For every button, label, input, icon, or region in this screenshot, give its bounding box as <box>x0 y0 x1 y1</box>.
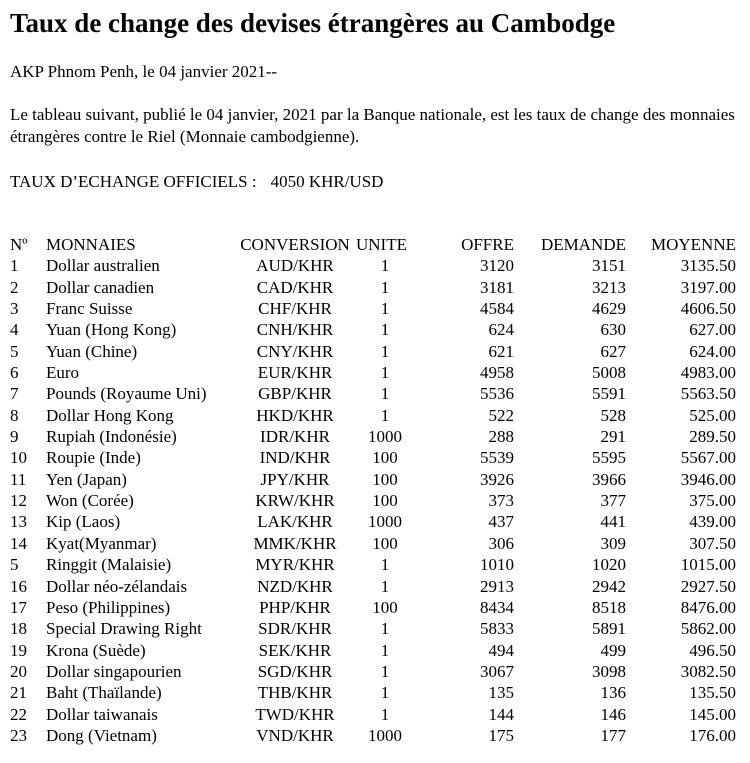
demand-rate: 5595 <box>592 448 626 468</box>
table-header-row <box>0 234 750 255</box>
unit-value: 100 <box>372 448 398 468</box>
row-no: 9 <box>10 427 19 447</box>
average-rate: 3082.50 <box>680 661 736 681</box>
offer-rate: 8434 <box>480 597 514 617</box>
demand-rate: 3966 <box>592 469 626 489</box>
demand-rate: 377 <box>600 491 626 511</box>
average-rate: 3946.00 <box>680 469 736 489</box>
unit-value: 1 <box>380 363 390 383</box>
offer-rate: 306 <box>488 533 514 553</box>
demand-rate: 3098 <box>592 661 626 681</box>
offer-rate: 135 <box>488 683 514 703</box>
row-no: 10 <box>10 448 27 468</box>
average-rate: 2927.50 <box>680 576 736 596</box>
unit-value: 1 <box>380 640 390 660</box>
table-row <box>0 533 750 554</box>
offer-rate: 5539 <box>480 448 514 468</box>
currency-name: Won (Corée) <box>46 491 134 511</box>
demand-rate: 499 <box>600 640 626 660</box>
conversion-code: SEK/KHR <box>258 640 332 660</box>
average-rate: 307.50 <box>689 533 736 553</box>
table-row <box>0 511 750 532</box>
row-no: 21 <box>10 683 27 703</box>
row-no: 20 <box>10 661 27 681</box>
demand-rate: 5591 <box>592 384 626 404</box>
demand-rate: 3151 <box>592 256 626 276</box>
table-row <box>0 426 750 447</box>
row-no: 3 <box>10 299 19 319</box>
row-no: 8 <box>10 405 19 425</box>
table-row <box>0 661 750 682</box>
row-no: 12 <box>10 491 27 511</box>
currency-name: Euro <box>46 363 80 383</box>
unit-value: 100 <box>372 533 398 553</box>
row-no: 14 <box>10 533 27 553</box>
unit-value: 1000 <box>368 725 402 745</box>
average-rate: 145.00 <box>689 704 736 724</box>
offer-rate: 2913 <box>480 576 514 596</box>
offer-rate: 144 <box>488 704 514 724</box>
unit-value: 1 <box>380 341 390 361</box>
demand-rate: 1020 <box>592 555 626 575</box>
offer-rate: 373 <box>488 491 514 511</box>
offer-rate: 494 <box>488 640 514 660</box>
table-row <box>0 597 750 618</box>
table-row <box>0 255 750 276</box>
row-no: 7 <box>10 384 19 404</box>
row-no: 19 <box>10 640 27 660</box>
header-unite: UNITE <box>356 235 407 254</box>
currency-name: Dollar Hong Kong <box>46 405 174 425</box>
offer-rate: 175 <box>488 725 514 745</box>
unit-value: 1 <box>380 704 390 724</box>
table-row <box>0 277 750 298</box>
unit-value: 1 <box>380 277 390 297</box>
unit-value: 1 <box>380 683 390 703</box>
demand-rate: 309 <box>600 533 626 553</box>
official-rate-value: 4050 KHR/USD <box>270 172 384 191</box>
conversion-code: CHF/KHR <box>258 299 332 319</box>
unit-value: 1 <box>380 555 390 575</box>
conversion-code: JPY/KHR <box>260 469 330 489</box>
conversion-code: IND/KHR <box>259 448 331 468</box>
row-no: 13 <box>10 512 27 532</box>
unit-value: 1 <box>380 256 390 276</box>
average-rate: 3135.50 <box>680 256 736 276</box>
official-rate <box>10 172 383 192</box>
average-rate: 5862.00 <box>680 619 736 639</box>
average-rate: 4606.50 <box>680 299 736 319</box>
unit-value: 1 <box>380 320 390 340</box>
row-no: 11 <box>10 469 27 489</box>
conversion-code: MMK/KHR <box>253 533 337 553</box>
conversion-code: CNY/KHR <box>256 341 334 361</box>
conversion-code: IDR/KHR <box>260 427 330 447</box>
table-row <box>0 704 750 725</box>
unit-value: 1 <box>380 299 390 319</box>
demand-rate: 136 <box>600 683 626 703</box>
currency-name: Special Drawing Right <box>46 619 202 639</box>
row-no: 1 <box>10 256 19 276</box>
average-rate: 375.00 <box>689 491 736 511</box>
demand-rate: 8518 <box>592 597 626 617</box>
currency-name: Dong (Vietnam) <box>46 725 157 745</box>
conversion-code: THB/KHR <box>257 683 333 703</box>
table-row <box>0 447 750 468</box>
average-rate: 289.50 <box>689 427 736 447</box>
currency-name: Rupiah (Indonésie) <box>46 427 177 447</box>
conversion-code: EUR/KHR <box>257 363 333 383</box>
unit-value: 1 <box>380 661 390 681</box>
offer-rate: 5536 <box>480 384 514 404</box>
table-row <box>0 383 750 404</box>
offer-rate: 1010 <box>480 555 514 575</box>
demand-rate: 4629 <box>592 299 626 319</box>
offer-rate: 3120 <box>480 256 514 276</box>
header-moyenne: MOYENNE <box>651 235 736 254</box>
table-row <box>0 554 750 575</box>
offer-rate: 437 <box>488 512 514 532</box>
row-no: 6 <box>10 363 19 383</box>
conversion-code: MYR/KHR <box>255 555 335 575</box>
average-rate: 135.50 <box>689 683 736 703</box>
conversion-code: LAK/KHR <box>257 512 333 532</box>
demand-rate: 177 <box>600 725 626 745</box>
offer-rate: 621 <box>488 341 514 361</box>
intro-paragraph: Le tableau suivant, publié le 04 janvier, 2021 par la Banque nationale, est les taux de change des monnaies étrangères contre le Riel (Monnaie cambodgienne). <box>10 105 735 146</box>
currency-name: Pounds (Royaume Uni) <box>46 384 207 404</box>
row-no: 22 <box>10 704 27 724</box>
conversion-code: VND/KHR <box>256 725 334 745</box>
offer-rate: 3926 <box>480 469 514 489</box>
conversion-code: CAD/KHR <box>256 277 334 297</box>
demand-rate: 5891 <box>592 619 626 639</box>
header-monnaies: MONNAIES <box>46 235 136 254</box>
table-row <box>0 618 750 639</box>
offer-rate: 5833 <box>480 619 514 639</box>
currency-name: Ringgit (Malaisie) <box>46 555 172 575</box>
conversion-code: HKD/KHR <box>256 405 334 425</box>
table-row <box>0 490 750 511</box>
official-rate-label: TAUX D’ECHANGE OFFICIELS : <box>10 172 257 191</box>
conversion-code: KRW/KHR <box>255 491 335 511</box>
conversion-code: SGD/KHR <box>257 661 333 681</box>
row-no: 5 <box>10 341 19 361</box>
unit-value: 100 <box>372 597 398 617</box>
demand-rate: 5008 <box>592 363 626 383</box>
currency-name: Krona (Suède) <box>46 640 146 660</box>
conversion-code: PHP/KHR <box>259 597 331 617</box>
unit-value: 100 <box>372 491 398 511</box>
demand-rate: 441 <box>600 512 626 532</box>
unit-value: 1000 <box>368 427 402 447</box>
conversion-code: AUD/KHR <box>256 256 334 276</box>
currency-name: Yen (Japan) <box>46 469 127 489</box>
currency-name: Dollar singapourien <box>46 661 182 681</box>
row-no: 16 <box>10 576 27 596</box>
currency-name: Franc Suisse <box>46 299 133 319</box>
unit-value: 1 <box>380 619 390 639</box>
row-no: 5 <box>10 555 19 575</box>
row-no: 4 <box>10 320 19 340</box>
average-rate: 525.00 <box>689 405 736 425</box>
offer-rate: 4958 <box>480 363 514 383</box>
demand-rate: 291 <box>600 427 626 447</box>
average-rate: 439.00 <box>689 512 736 532</box>
table-row <box>0 682 750 703</box>
demand-rate: 528 <box>600 405 626 425</box>
row-no: 2 <box>10 277 19 297</box>
average-rate: 496.50 <box>689 640 736 660</box>
average-rate: 8476.00 <box>680 597 736 617</box>
offer-rate: 624 <box>488 320 514 340</box>
table-row <box>0 341 750 362</box>
currency-name: Peso (Philippines) <box>46 597 171 617</box>
average-rate: 4983.00 <box>680 363 736 383</box>
average-rate: 1015.00 <box>680 555 736 575</box>
unit-value: 1000 <box>368 512 402 532</box>
row-no: 17 <box>10 597 27 617</box>
table-row <box>0 469 750 490</box>
average-rate: 176.00 <box>689 725 736 745</box>
average-rate: 5567.00 <box>680 448 736 468</box>
currency-name: Roupie (Inde) <box>46 448 141 468</box>
dateline: AKP Phnom Penh, le 04 janvier 2021-- <box>10 62 278 81</box>
header-no: Nº <box>10 235 28 254</box>
demand-rate: 630 <box>600 320 626 340</box>
table-row <box>0 725 750 746</box>
offer-rate: 288 <box>488 427 514 447</box>
table-body <box>0 255 750 746</box>
offer-rate: 522 <box>488 405 514 425</box>
header-offre: OFFRE <box>461 235 514 254</box>
average-rate: 627.00 <box>689 320 736 340</box>
conversion-code: SDR/KHR <box>258 619 332 639</box>
header-demande: DEMANDE <box>541 235 626 254</box>
table-row <box>0 576 750 597</box>
demand-rate: 2942 <box>592 576 626 596</box>
currency-name: Kyat(Myanmar) <box>46 533 157 553</box>
currency-name: Dollar néo-zélandais <box>46 576 188 596</box>
conversion-code: TWD/KHR <box>255 704 335 724</box>
conversion-code: NZD/KHR <box>257 576 333 596</box>
demand-rate: 146 <box>600 704 626 724</box>
average-rate: 3197.00 <box>680 277 736 297</box>
table-row <box>0 298 750 319</box>
row-no: 23 <box>10 725 27 745</box>
currency-name: Kip (Laos) <box>46 512 121 532</box>
currency-name: Dollar taiwanais <box>46 704 158 724</box>
unit-value: 100 <box>372 469 398 489</box>
currency-name: Yuan (Hong Kong) <box>46 320 177 340</box>
average-rate: 5563.50 <box>680 384 736 404</box>
exchange-rate-table <box>0 234 750 746</box>
offer-rate: 3181 <box>480 277 514 297</box>
table-row <box>0 319 750 340</box>
currency-name: Yuan (Chine) <box>46 341 138 361</box>
currency-name: Baht (Thaïlande) <box>46 683 162 703</box>
unit-value: 1 <box>380 405 390 425</box>
average-rate: 624.00 <box>689 341 736 361</box>
offer-rate: 4584 <box>480 299 514 319</box>
table-row <box>0 405 750 426</box>
offer-rate: 3067 <box>480 661 514 681</box>
currency-name: Dollar australien <box>46 256 160 276</box>
page-title: Taux de change des devises étrangères au Cambodge <box>10 8 616 38</box>
row-no: 18 <box>10 619 27 639</box>
unit-value: 1 <box>380 576 390 596</box>
conversion-code: GBP/KHR <box>258 384 332 404</box>
demand-rate: 3213 <box>592 277 626 297</box>
table-row <box>0 640 750 661</box>
header-conversion: CONVERSION <box>240 235 350 254</box>
unit-value: 1 <box>380 384 390 404</box>
conversion-code: CNH/KHR <box>256 320 334 340</box>
table-row <box>0 362 750 383</box>
currency-name: Dollar canadien <box>46 277 155 297</box>
demand-rate: 627 <box>600 341 626 361</box>
